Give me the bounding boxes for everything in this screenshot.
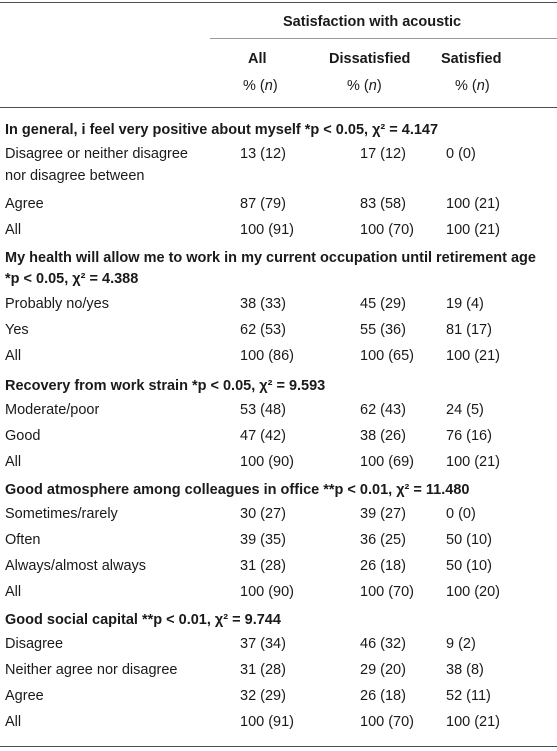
cell-satisfied: 50 (10) <box>446 558 492 574</box>
section-title: In general, i feel very positive about myself *p < 0.05, χ² = 4.147 <box>5 122 439 138</box>
cell-dissatisfied: 62 (43) <box>360 402 406 418</box>
section-title: Good atmosphere among colleagues in office **p < 0.01, χ² = 11.480 <box>5 482 470 498</box>
row-label: Disagree <box>5 636 64 652</box>
col-unit-satisfied: % (n) <box>455 78 490 94</box>
row-label-continuation: nor disagree between <box>5 168 145 184</box>
cell-all: 13 (12) <box>240 146 286 162</box>
section-title: My health will allow me to work in my current occupation until retirement age *p < 0.05, χ² = 4.388 <box>5 250 536 287</box>
cell-all: 30 (27) <box>240 506 286 522</box>
cell-satisfied: 0 (0) <box>446 506 476 522</box>
cell-all: 31 (28) <box>240 662 286 678</box>
row-label: Often <box>5 532 41 548</box>
cell-satisfied: 100 (21) <box>446 196 501 212</box>
cell-satisfied: 81 (17) <box>446 322 492 338</box>
col-header-all: All <box>248 51 267 67</box>
group-header-rule <box>210 38 557 39</box>
cell-all: 100 (91) <box>240 222 295 238</box>
cell-dissatisfied: 29 (20) <box>360 662 406 678</box>
cell-satisfied: 100 (21) <box>446 222 501 238</box>
cell-satisfied: 100 (21) <box>446 714 501 730</box>
cell-dissatisfied: 26 (18) <box>360 558 406 574</box>
top-rule <box>0 2 557 3</box>
cell-all: 38 (33) <box>240 296 286 312</box>
cell-dissatisfied: 46 (32) <box>360 636 406 652</box>
cell-satisfied: 100 (20) <box>446 584 501 600</box>
row-label: Agree <box>5 196 44 212</box>
cell-satisfied: 100 (21) <box>446 348 501 364</box>
bottom-rule <box>0 746 557 747</box>
row-label: All <box>5 348 22 364</box>
cell-all: 87 (79) <box>240 196 286 212</box>
cell-dissatisfied: 100 (70) <box>360 584 415 600</box>
cell-all: 53 (48) <box>240 402 286 418</box>
row-label: Good <box>5 428 41 444</box>
cell-dissatisfied: 55 (36) <box>360 322 406 338</box>
cell-dissatisfied: 100 (70) <box>360 222 415 238</box>
cell-satisfied: 19 (4) <box>446 296 484 312</box>
cell-all: 31 (28) <box>240 558 286 574</box>
row-label: Sometimes/rarely <box>5 506 118 522</box>
col-header-dissatisfied: Dissatisfied <box>329 51 411 67</box>
section-title: Recovery from work strain *p < 0.05, χ² = 9.593 <box>5 378 326 394</box>
cell-satisfied: 9 (2) <box>446 636 476 652</box>
cell-all: 100 (90) <box>240 454 295 470</box>
row-label: Disagree or neither disagree <box>5 146 188 162</box>
cell-dissatisfied: 17 (12) <box>360 146 406 162</box>
cell-satisfied: 76 (16) <box>446 428 492 444</box>
cell-dissatisfied: 83 (58) <box>360 196 406 212</box>
header-rule <box>0 107 557 108</box>
cell-all: 39 (35) <box>240 532 286 548</box>
cell-all: 32 (29) <box>240 688 286 704</box>
row-label: All <box>5 222 22 238</box>
cell-all: 62 (53) <box>240 322 286 338</box>
row-label: Moderate/poor <box>5 402 100 418</box>
row-label: All <box>5 584 22 600</box>
cell-all: 100 (90) <box>240 584 295 600</box>
row-label: Probably no/yes <box>5 296 109 312</box>
section-title: Good social capital **p < 0.01, χ² = 9.744 <box>5 612 281 628</box>
row-label: Yes <box>5 322 29 338</box>
cell-all: 37 (34) <box>240 636 286 652</box>
cell-all: 47 (42) <box>240 428 286 444</box>
row-label: Agree <box>5 688 44 704</box>
col-unit-all: % (n) <box>243 78 278 94</box>
cell-dissatisfied: 39 (27) <box>360 506 406 522</box>
cell-dissatisfied: 100 (70) <box>360 714 415 730</box>
group-header: Satisfaction with acoustic <box>283 14 462 30</box>
row-label: All <box>5 454 22 470</box>
row-label: Neither agree nor disagree <box>5 662 178 678</box>
cell-satisfied: 100 (21) <box>446 454 501 470</box>
col-unit-dissatisfied: % (n) <box>347 78 382 94</box>
cell-dissatisfied: 45 (29) <box>360 296 406 312</box>
cell-dissatisfied: 100 (65) <box>360 348 415 364</box>
col-header-satisfied: Satisfied <box>441 51 502 67</box>
cell-dissatisfied: 26 (18) <box>360 688 406 704</box>
cell-satisfied: 52 (11) <box>446 688 491 704</box>
cell-satisfied: 0 (0) <box>446 146 476 162</box>
cell-all: 100 (91) <box>240 714 295 730</box>
row-label: Always/almost always <box>5 558 147 574</box>
cell-satisfied: 38 (8) <box>446 662 484 678</box>
row-label: All <box>5 714 22 730</box>
cell-all: 100 (86) <box>240 348 295 364</box>
cell-dissatisfied: 36 (25) <box>360 532 406 548</box>
cell-dissatisfied: 38 (26) <box>360 428 406 444</box>
cell-dissatisfied: 100 (69) <box>360 454 415 470</box>
cell-satisfied: 24 (5) <box>446 402 484 418</box>
cell-satisfied: 50 (10) <box>446 532 492 548</box>
